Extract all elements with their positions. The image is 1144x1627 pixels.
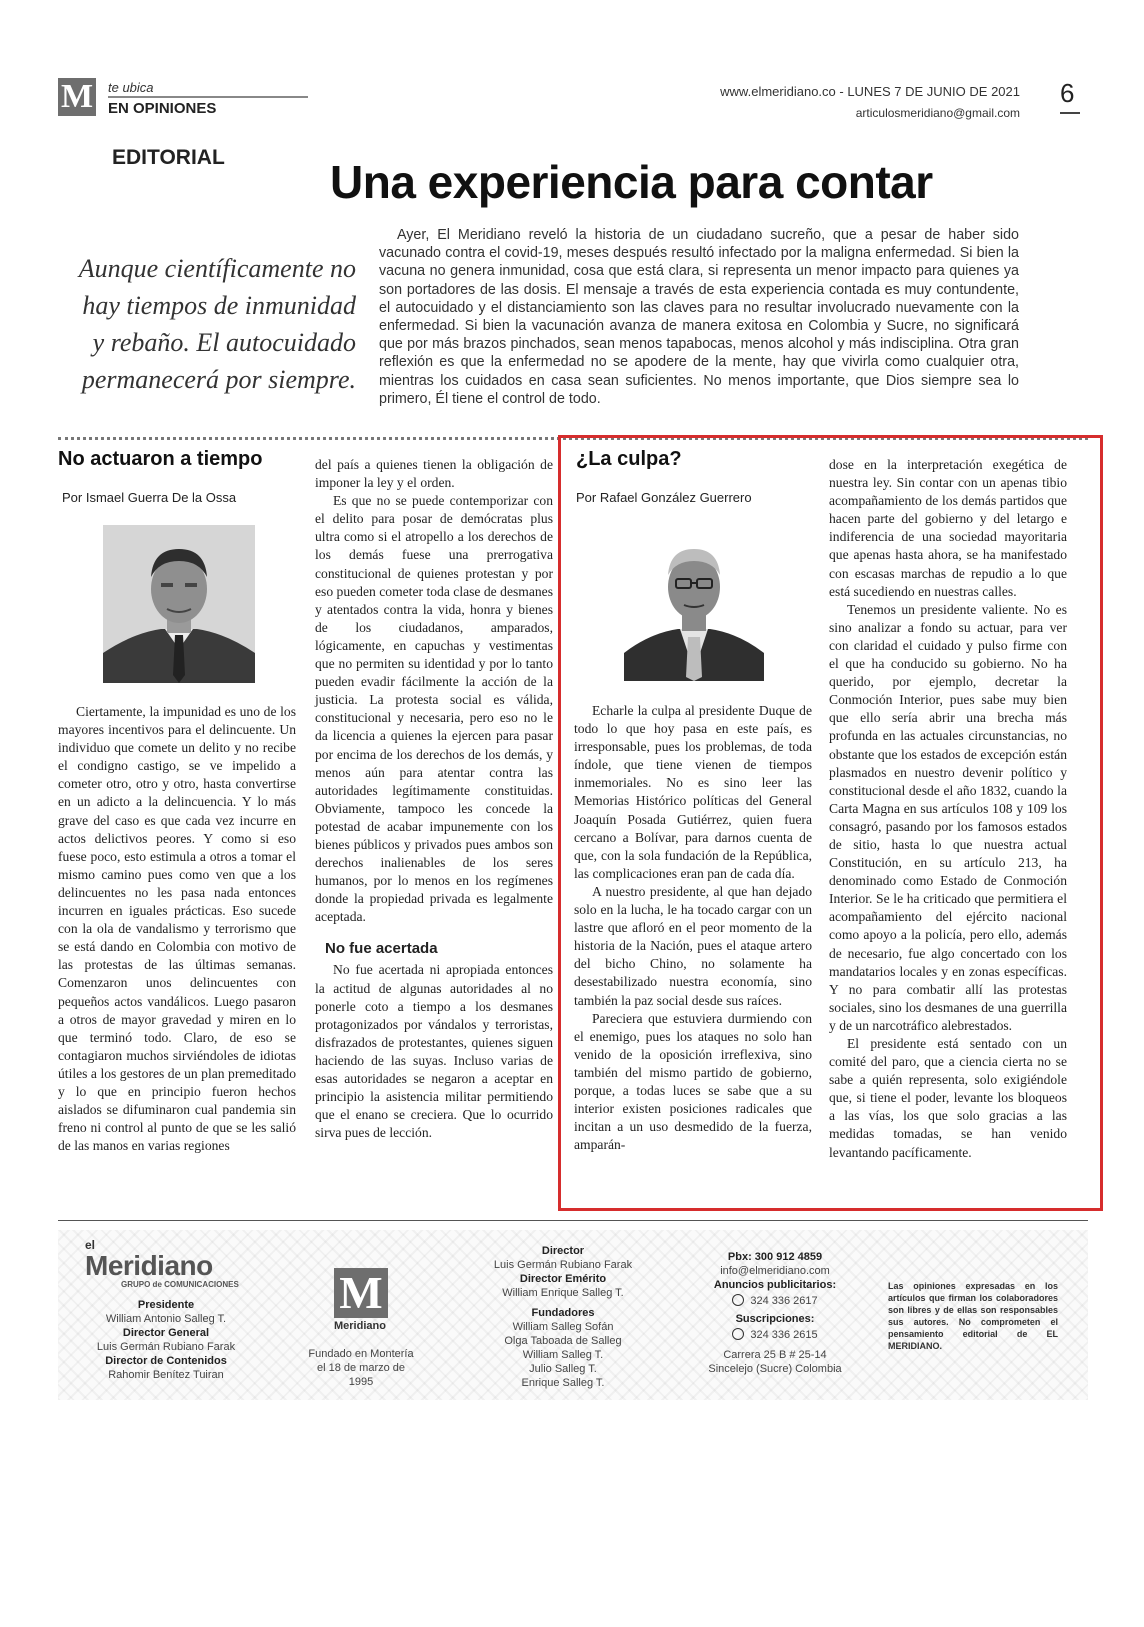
- footer-brand: [85, 1238, 245, 1289]
- whatsapp-icon: [732, 1294, 744, 1306]
- footer-fundado: Fundado en Montería el 18 de marzo de 1995: [308, 1348, 414, 1388]
- editorial-paragraph: Ayer, El Meridiano reveló la historia de un ciudadano sucreño, que a pesar de haber sido vacunado contra el covid-19, meses después resultó infectado por la maligna enfermedad. Si bien la vacuna no genera inmunidad, cosa que está clara, si representa un menor impacto para quienes ya son portadores de las dosis. El mensaje a través de esta experiencia contada es muy contundente, el autocuidado y el distanciamiento son las claves para no resultar involucrado nuevamente con la enfermedad. Si bien la vacunación avanza de manera exitosa en Colombia y Sucre, no significará que por más brazos pinchados, sean menos tapabocas, menos alcohol y más indisciplina. Otra gran reflexión es que la enfermedad no se apodere de la mente, hay que vivirla como cualquier otra, mientras los cuidados en casa sean suficientes. No menos importante, que Dios siempre sea lo primero, Él tiene el control de todo.: [379, 227, 1019, 407]
- article1-paragraph: del país a quienes tienen la obligación de imponer la ley y el orden.: [315, 457, 553, 491]
- director-label: Director: [541, 1245, 585, 1257]
- anuncios-phone[interactable]: 324 336 2617: [750, 1295, 818, 1307]
- article2-paragraph: Tenemos un presidente valiente. No es sino analizar a fondo su actuar, para ver con claridad el cuidado y pulso firme con el que ha conducido su gobierno. No ha querido, por ejemplo, decretar la Conmoción Interior, pues sabe muy bien que ello sería abrir una brecha más profunda en las actuales circunstancias, no obstante que los estados de excepción están plasmados en nuestro devenir político y constitucional desde el año 1832, cuando la Carta Magna en sus artículos 108 y 109 los consagró, pasando por los famosos estados de sitio, hasta lo que nuestra actual Constitución, en su artículo 213, ha denominado como Estado de Conmoción Interior. Se le ha criticado que permitiera el acompañamiento del ejército nacional como apoyo a la policía, pero ello, además de necesario, fue algo concertado con los mandatarios locales y en zonas específicas. Y no para combatir allí las protestas sociales, sino los desmanes de una guerrilla y de un narcotráfico alebrestados.: [829, 601, 1067, 1033]
- footer-staff-center: [488, 1244, 638, 1390]
- anuncios-label: Anuncios publicitarios:: [713, 1279, 837, 1291]
- whatsapp-icon: [732, 1328, 744, 1340]
- city: Sincelejo (Sucre) Colombia: [708, 1363, 842, 1375]
- article1-paragraph: Es que no se puede contemporizar con el delito para posar de demócratas plus ultra como si el atropello a los derechos de los demás fuese una prerrogativa constitucional de quienes protestan y por eso pueden cometer toda clase de desmanes y atentados contra la vida, honra y bienes de los ciudadanos, amparados, lógicamente, en capuchas y vestimentas que no permiten su identidad y por lo tanto pueden evadir fácilmente la acción de la justicia. La protesta social es válida, constitucional y necesaria, pero eso no le da licencia a quienes la ejercen para pasar por encima de los derechos de los demás, y menos aún para atentar contra las autoridades legítimamente constituidas. Obviamente, tampoco les concede la potestad de acabar impunemente con los bienes públicos y privados pues ambos son derechos inalienables de los seres humanos, por lo menos en los regímenes donde la propiedad privada es legalmente aceptada.: [315, 493, 553, 925]
- article1-paragraph: Ciertamente, la impunidad es uno de los mayores incentivos para el delincuente. Un individuo que comete un delito y no recibe el condigno castigo, se ve impelido a cometer otro, otro y otro, hasta convertirse en un adicto a la delincuencia. Y lo más grave del caso es que cada vez incurre en actos delictivos peores. Y como si eso fuese poco, esto estimula a otros a tomar el mismo camino pues como ven que a los delincuentes no les pasa nada entonces incurren en iguales prácticas. Eso sucede con la ola de vandalismo y terrorismo que se está dando en Colombia con motivo de las protestas de las últimas semanas. Comenzaron unos delincuentes con pequeños actos vandálicos. Luego pasaron a otros de mayor gravedad y miren en lo que terminó todo. Claro, de eso se contagiaron muchos sirviéndoles de idiotas útiles a los gestores de un plan premeditado y lo que en principio fueron hechos aislados se difuminaron cual pandemia sin freno ni control al punto de que se les salió de las manos en varias regiones: [58, 704, 296, 1154]
- editorial-label: EDITORIAL: [112, 146, 225, 169]
- tagline: te ubica: [108, 80, 154, 95]
- article1-column1: [58, 703, 296, 1155]
- fundador: William Salleg Sofán: [512, 1321, 614, 1333]
- address: Carrera 25 B # 25-14: [723, 1349, 827, 1361]
- article1-author: Por Ismael Guerra De la Ossa: [62, 490, 237, 505]
- article2-title: ¿La culpa?: [576, 448, 682, 470]
- article1-title: No actuaron a tiempo: [58, 448, 263, 470]
- article2-column1: [574, 702, 812, 1154]
- article2-paragraph: A nuestro presidente, al que han dejado solo en la lucha, le ha tocado cargar con un lastre que afloró en el peor momento de la historia de la Nación, pues el ataque artero del bicho Chino, no solamente ha desestabilizado nuestra economía, sino también la paz social desde sus raíces.: [574, 883, 812, 1008]
- director-name: Luis Germán Rubiano Farak: [493, 1259, 633, 1271]
- article2-paragraph: Pareciera que estuviera durmiendo con el enemigo, pues los ataques no solo han venido de la oposición irreflexiva, sino también del mismo partido de gobierno, porque, a todas luces se sabe que a su interior existen posiciones radicales que incitan a un uso desmedido de la fuerza, amparán-: [574, 1010, 812, 1153]
- page-number: 6: [1060, 78, 1075, 108]
- page-number-underline: [1060, 112, 1080, 114]
- fundador: Julio Salleg T.: [529, 1363, 597, 1375]
- info-email[interactable]: info@elmeridiano.com: [720, 1265, 830, 1277]
- article2-paragraph: Echarle la culpa al presidente Duque de todo lo que hoy pasa en este país, es irresponsable, pues los problemas, de toda índole, que tiene vienen de tiempos inmemoriales. No es sino leer las Memorias Histórico políticas del General Joaquín Posada Gutiérrez, quien fuera cercano a Bolívar, para darnos cuenta de que, con la sola fundación de la República, las complicaciones eran pan de cada día.: [574, 703, 812, 881]
- article2-column2: [829, 456, 1067, 1162]
- director-emerito-label: Director Emérito: [519, 1273, 607, 1285]
- header-url-date[interactable]: www.elmeridiano.co - LUNES 7 DE JUNIO DE 2021: [720, 84, 1020, 99]
- logo-m-icon: M: [58, 78, 96, 116]
- footer-brand-sub: GRUPO de COMUNICACIONES: [121, 1280, 239, 1289]
- footer-brand-name: Meridiano: [85, 1250, 213, 1281]
- section-name: EN OPINIONES: [108, 100, 217, 117]
- pbx: Pbx: 300 912 4859: [727, 1251, 823, 1263]
- footer-contact: [690, 1250, 860, 1376]
- footer-brand-el: el: [85, 1238, 96, 1252]
- presidente-label: Presidente: [137, 1299, 195, 1311]
- article1-subhead: No fue acertada: [325, 940, 438, 958]
- header-email[interactable]: articulosmeridiano@gmail.com: [855, 106, 1020, 120]
- footer-disclaimer: Las opiniones expresadas en los artículos que firman los colaboradores son libres y de ellas son responsables sus autores. No comprometen el pensamiento editorial de EL MERIDIANO.: [888, 1281, 1058, 1351]
- fundadores-label: Fundadores: [531, 1307, 595, 1319]
- article1-paragraph: No fue acertada ni apropiada entonces la actitud de algunas autoridades al no ponerle coto a tiempo a los desmanes protagonizados por vándalos y terroristas, disfrazados de protestantes, quienes siguen haciendo de las suyas. Incluso varias de esas autoridades se negaron a aceptar en principio la asistencia militar permitiendo que el enano se creciera. Que lo ocurrido sirva pues de lección.: [315, 962, 553, 1141]
- footer-divider: [58, 1220, 1088, 1221]
- fundador: William Salleg T.: [522, 1349, 604, 1361]
- fundador: Enrique Salleg T.: [521, 1377, 605, 1389]
- editorial-pull-quote: Aunque científicamente no hay tiempos de inmunidad y rebaño. El autocuidado permanecerá por siempre.: [78, 254, 356, 394]
- anuncios-row: [690, 1294, 860, 1308]
- footer-logo-word: Meridiano: [334, 1320, 386, 1332]
- director-general-name: Luis Germán Rubiano Farak: [96, 1341, 236, 1353]
- header-divider: [108, 96, 308, 98]
- director-emerito-name: William Enrique Salleg T.: [502, 1287, 624, 1299]
- suscripciones-phone[interactable]: 324 336 2615: [750, 1329, 818, 1341]
- footer-staff-left: [74, 1298, 258, 1382]
- article2-author: Por Rafael González Guerrero: [576, 490, 752, 505]
- article2-paragraph: El presidente está sentado con un comité del paro, que a ciencia cierta no se sabe a quién representa, solo exigiéndole que, si tiene el poder, levante los bloqueos a las vías, los que solo gracias a las medidas tomadas, se han venido levantando pacíficamente.: [829, 1036, 1067, 1160]
- article1-column2: [315, 456, 553, 1142]
- suscripciones-label: Suscripciones:: [735, 1313, 815, 1325]
- editorial-title: Una experiencia para contar: [330, 156, 933, 208]
- director-contenidos-name: Rahomir Benítez Tuiran: [108, 1369, 224, 1381]
- director-general-label: Director General: [122, 1327, 210, 1339]
- article1-author-photo: [103, 525, 255, 683]
- editorial-body: [379, 226, 1019, 408]
- footer-logo-m-icon: M: [334, 1268, 388, 1318]
- article2-author-photo: [624, 521, 764, 681]
- presidente-name: William Antonio Salleg T.: [105, 1313, 227, 1325]
- article2-paragraph: dose en la interpretación exegética de nuestra ley. Sin contar con un apenas tibio acompañamiento de los demás partidos que hacen parte del gobierno y del letargo e indiferencia de una sociedad mayoritaria que apenas hasta ahora, se ha manifestado con escasas marchas de repudio a lo que está sucediendo en nuestras calles.: [829, 457, 1067, 599]
- fundador: Olga Taboada de Salleg: [504, 1335, 622, 1347]
- suscripciones-row: [690, 1328, 860, 1342]
- director-contenidos-label: Director de Contenidos: [105, 1355, 227, 1367]
